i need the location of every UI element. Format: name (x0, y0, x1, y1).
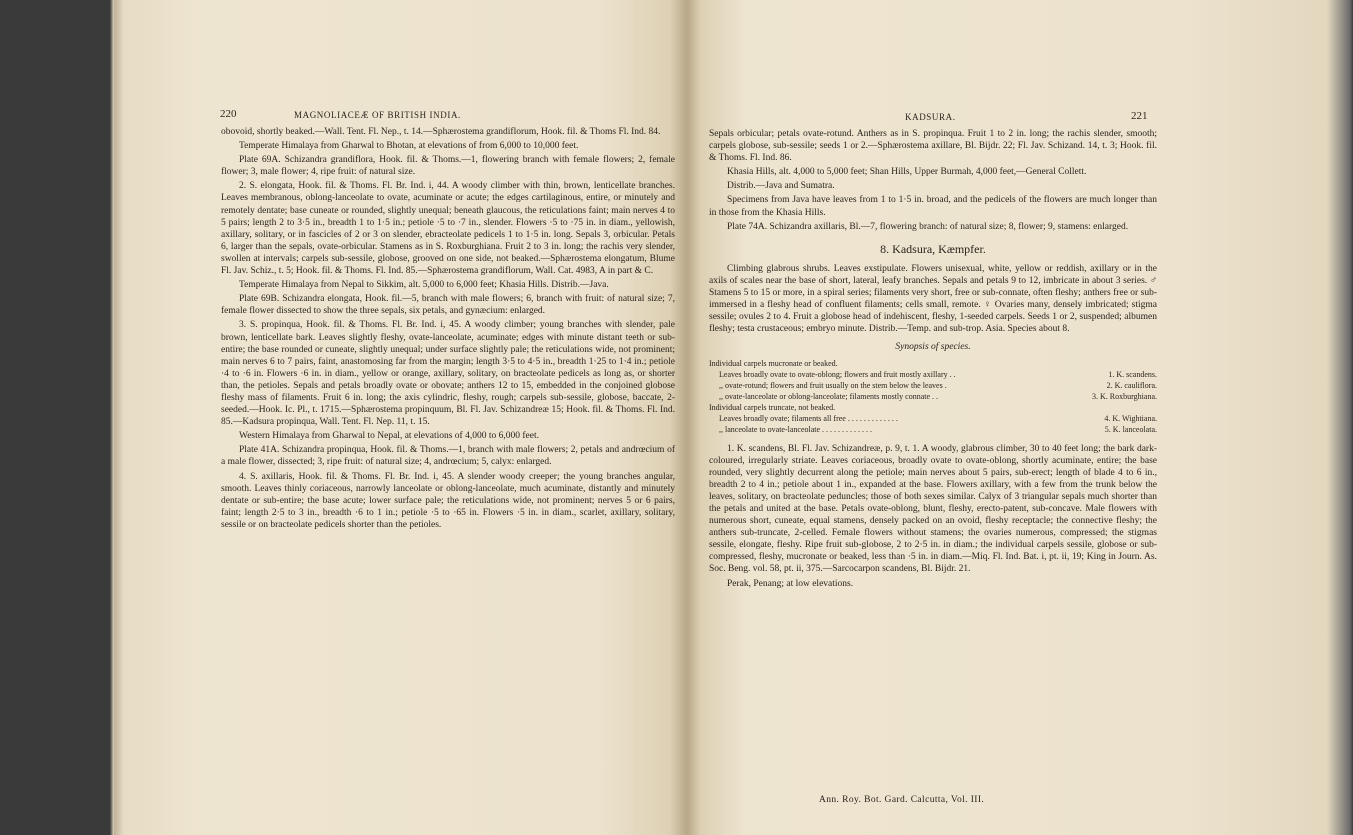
key-text: Individual carpels truncate, not beaked. (709, 402, 836, 412)
paragraph: Sepals orbicular; petals ovate-rotund. Anthers as in S. propinqua. Fruit 1 to 2 in. long; the rachis slender, smooth; carpels globose, sub-sessile; seeds 1 or 2.—Sphærostema axillare, Bl. Bijdr. 22; Fl. Jav. Schizand. 14, t. 3; Hook. fil. & Thoms. Fl. Ind. 86. (709, 129, 1157, 164)
paragraph: Plate 69A. Schizandra grandiflora, Hook. fil. & Thoms.—1, flowering branch with female flowers; 2, female flower; 3, male flower; 4, ripe fruit: of natural size. (221, 155, 675, 178)
paragraph: 2. S. elongata, Hook. fil. & Thoms. Fl. Br. Ind. i, 44. A woody climber with thin, brown, lenticellate branches. Leaves membranous, oblong-lanceolate to ovate, acuminate or acute; the edges cartilaginous, entire, or minutely and remotely dentate; base cuneate or rounded, slightly unequal; beneath glaucous, the reticulations faint; main nerves 4 to 5 pairs; length 2 to 3·5 in., breadth 1 to 1·5 in.; petiole ·5 to ·7 in., slender. Flowers ·5 to ·75 in. in diam., yellowish, axillary, solitary, or in fascicles of 2 or 3 on slender, ebracteolate pedicels 1 to 1·5 in. long. Sepals 3, orbicular. Petals 6, larger than the sepals, ovate-orbicular. Stamens as in S. Roxburghiana. Fruit 2 to 3 in. long; the rachis very slender, swollen at intervals; carpels sub-sessile, globose, grooved on one side, not beaked.—Sphærostema elongatum, Blume Fl. Jav. Schiz., t. 5; Hook. fil. & Thoms. Fl. Ind. 85.—Sphærostema grandiflorum, Wall. Cat. 4983, A in part & C. (221, 181, 675, 277)
paragraph: Plate 41A. Schizandra propinqua, Hook. fil. & Thoms.—1, branch with male flowers; 2, petals and andrœcium of a male flower, dissected; 3, ripe fruit: of natural size; 4, andrœcium; 5, calyx: enlarged. (221, 445, 675, 468)
paragraph: Temperate Himalaya from Nepal to Sikkim, alt. 5,000 to 6,000 feet; Khasia Hills. Distrib.—Java. (239, 280, 609, 291)
synopsis-heading: Synopsis of species. (895, 342, 971, 353)
key-row (709, 369, 1157, 380)
left-body-text (221, 126, 675, 533)
paragraph: Khasia Hills, alt. 4,000 to 5,000 feet; Shan Hills, Upper Burmah, 4,000 feet,—General Collett. (727, 167, 1087, 178)
paragraph: Specimens from Java have leaves from 1 to 1·5 in. broad, and the pedicels of the flowers are much longer than in those from the Khasia Hills. (709, 195, 1157, 218)
paragraph: Western Himalaya from Gharwal to Nepal, at elevations of 4,000 to 6,000 feet. (239, 431, 539, 442)
key-row (709, 424, 1157, 435)
right-page (687, 0, 1353, 835)
left-running-head: MAGNOLIACEÆ OF BRITISH INDIA. (294, 110, 461, 120)
key-text: Leaves broadly ovate to ovate-oblong; flowers and fruit mostly axillary . . (719, 369, 956, 379)
paragraph: Plate 69B. Schizandra elongata, Hook. fil.—5, branch with male flowers; 6, branch with fruit: of natural size; 7, female flower dissected to show the three sepals, six petals, and gynæcium: enlarged. (221, 294, 675, 317)
paragraph: 3. S. propinqua, Hook. fil. & Thoms. Fl. Br. Ind. i, 45. A woody climber; young branches with slender, pale brown, lenticellate bark. Leaves slightly fleshy, ovate-lanceolate, acuminate; edges with minute distant teeth or sub-entire; the base rounded or cuneate, slightly unequal; under surface slightly pale; the reticulations wide, not prominent; main nerves 6 to 7 pairs, faint, anastomosing far from the margin; length 3·5 to 4·5 in., breadth 1·25 to 1·4 in.; petiole ·4 to ·6 in. Flowers ·6 in. in diam., yellow or orange, axillary, solitary, on bracteolate pedicels as long as, or shorter than, the petioles. Sepals and petals broadly ovate or obovate; anthers 12 to 15, embedded in the conjoined globose fleshy mass of filaments. Fruit 6 in. long; the axis cylindric, fleshy, rough; carpels sub-sessile, globose, baccate, 2-seeded.—Hook. Ic. Pl., t. 1715.—Sphærostema propinquum, Bl. Fl. Jav. Schizandreæ 15; Hook. fil. & Thoms. Fl. Ind. 85.—Kadsura propinqua, Wall. Tent. Fl. Nep. 11, t. 15. (221, 320, 675, 428)
synopsis-key (709, 358, 1157, 435)
key-ref: 1. K. scandens. (1108, 369, 1157, 379)
paragraph: Temperate Himalaya from Gharwal to Bhotan, at elevations of from 6,000 to 10,000 feet. (239, 141, 579, 152)
genus-heading: 8. Kadsura, Kæmpfer. (880, 241, 986, 256)
key-row (709, 413, 1157, 424)
key-row (709, 402, 1157, 413)
key-text: Leaves broadly ovate; filaments all free . . . . . . . . . . . . . (719, 413, 898, 423)
paragraph: Distrib.—Java and Sumatra. (727, 181, 835, 192)
paragraph: 4. S. axillaris, Hook. fil. & Thoms. Fl. Br. Ind. i, 45. A slender woody creeper; the young branches angular, smooth. Leaves thinly coriaceous, narrowly lanceolate or oblong-lanceolate, much acuminate, distantly and minutely dentate or sub-entire; the base acute; lower surface pale; the reticulations wide, not prominent; nerves 5 or 6 pairs, faint; length 2·5 to 3 in., breadth ·6 to 1 in.; petiole ·5 to ·65 in. Flowers ·5 in. in diam., scarlet, axillary, solitary, sessile or on bracteolate pedicels shorter than the petioles. (221, 471, 675, 530)
key-text: ,, lanceolate to ovate-lanceolate . . . . . . . . . . . . . (719, 424, 873, 434)
page-footer: Ann. Roy. Bot. Gard. Calcutta, Vol. III. (819, 795, 985, 805)
key-ref: 3. K. Roxburghiana. (1092, 391, 1157, 401)
genus-description: Climbing glabrous shrubs. Leaves exstipulate. Flowers unisexual, white, yellow or reddish, axillary or in the axils of scales near the base of short, lateral, leafy branches. Sepals and petals 9 to 12, imbricate in about 3 series. ♂ Stamens 5 to 15 or more, in a spiral series; filaments very short, free or sub-connate, often fleshy; anthers free or sub-immersed in a fleshy head of confluent filaments; cells small, remote. ♀ Ovaries many, densely imbricated; stigma sessile; ovules 2 to 4. Fruit a globose head of indehiscent, fleshy, 1-seeded carpels. Seeds 1 or 2, suspended; albumen fleshy; testa crustaceous; embryo minute. Distrib.—Temp. and sub-trop. Asia. Species about 8. (709, 263, 1157, 335)
key-ref (1151, 402, 1157, 413)
key-ref: 4. K. Wightiana. (1104, 413, 1157, 423)
key-ref: 5. K. lanceolata. (1104, 424, 1157, 434)
key-ref: 2. K. cauliflora. (1106, 380, 1157, 390)
left-page-number: 220 (220, 108, 237, 120)
right-body-text (709, 128, 1157, 592)
key-ref (1151, 358, 1157, 369)
paragraph: obovoid, shortly beaked.—Wall. Tent. Fl. Nep., t. 14.—Sphærostema grandiflorum, Hook. fil. & Thoms Fl. Ind. 84. (221, 127, 661, 137)
key-row (709, 358, 1157, 369)
paragraph: 1. K. scandens, Bl. Fl. Jav. Schizandreæ, p. 9, t. 1. A woody, glabrous climber, 30 to 40 feet long; the bark dark-coloured, irregularly striate. Leaves coriaceous, broadly ovate to ovate-oblong, shortly acuminate, entire; the base rounded, very slightly decurrent along the petiole; main nerves about 5 pairs, sub-erect; length of blade 4 to 6 in., breadth 2 to 4 in.; petiole about 1 in., expanded at the base. Flowers axillary, with a few from the trunk below the leaves, solitary, on bracteolate peduncles; those of both sexes similar. Calyx of 3 triangular sepals much shorter than the petals and united at the base. Petals ovate-oblong, blunt, fleshy, erecto-patent, sub-concave. Male flowers with numerous short, cuneate, equal stamens, densely packed on an ovoid, fleshy receptacle; the connective fleshy; the anthers sub-truncate, 2-celled. Female flowers without stamens; the ovaries numerous, compressed; the stigmas sessile, elongate, fleshy. Ripe fruit sub-globose, 2 to 2·5 in. in diam.; the individual carpels sessile, globose or sub-compressed, fleshy, mucronate or beaked, less than ·5 in. in diam.—Miq. Fl. Ind. Bat. i, pt. ii, 19; King in Journ. As. Soc. Beng. vol. 58, pt. ii, 375.—Sarcocarpon scandens, Bl. Bijdr. 21. (709, 443, 1157, 575)
key-row (709, 391, 1157, 402)
key-text: ,, ovate-lanceolate or oblong-lanceolate; filaments mostly connate . . (719, 391, 939, 401)
key-text: ,, ovate-rotund; flowers and fruit usually on the stem below the leaves . (719, 380, 947, 390)
right-page-number: 221 (1131, 110, 1148, 122)
right-running-head: KADSURA. (905, 112, 956, 122)
key-text: Individual carpels mucronate or beaked. (709, 358, 838, 368)
paragraph: Plate 74A. Schizandra axillaris, Bl.—7, flowering branch: of natural size; 8, flower; 9, stamens: enlarged. (727, 221, 1129, 232)
key-row (709, 380, 1157, 391)
paragraph: Perak, Penang; at low elevations. (727, 578, 854, 589)
